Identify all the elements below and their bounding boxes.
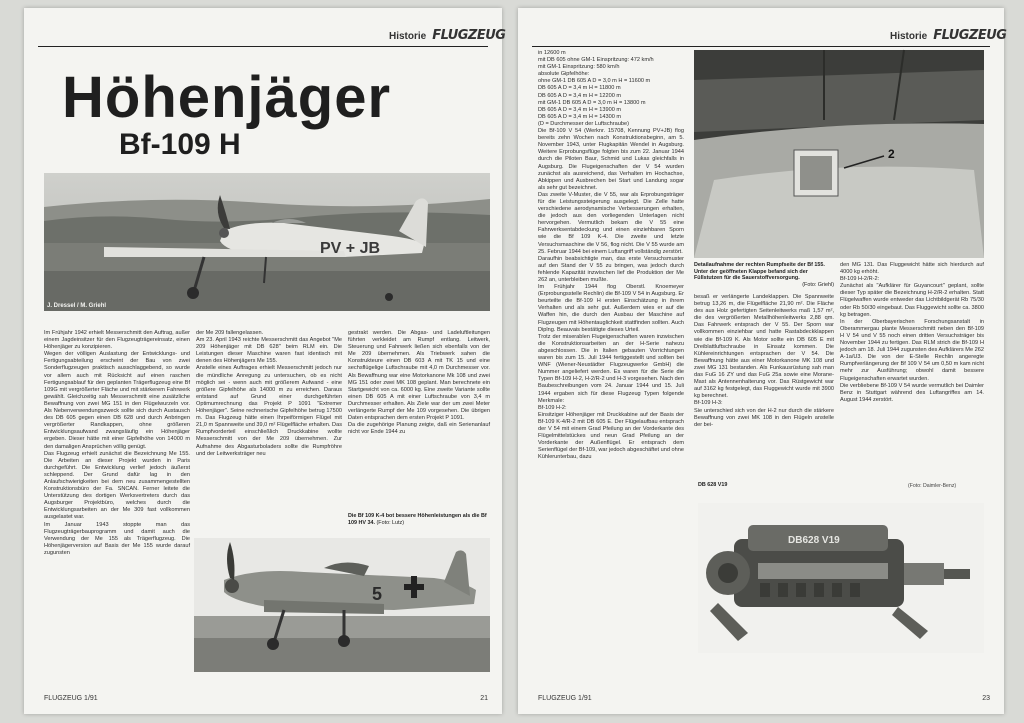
- engine-photo-credit: (Foto: Daimler-Benz): [908, 483, 957, 489]
- header-section: Historie: [389, 31, 427, 42]
- engine-label: DB628 V19: [788, 535, 840, 546]
- body-column-2: der Me 209 fallengelassen. Am 23. April 1943 reichte Messerschmitt das Angebot "Me 209 Höhenjäger mit DB 628" beim RLM ein. Die Leistungen dieser Maschine waren fast identisch mit denen des Höhenjägers Me 155. Anstelle eines Auftrages erhielt Messerschmitt jedoch nur die mündliche Anregung zu untersuchen, ob es nicht möglich sei - wenn auch mit größerem Aufwand - eine größere Gipfelhöhe als 14000 m zu erreichen. Daraus entstand auf Grund einer durchgeführten Optimumrechnung das Projekt P 1091 "Extremer Höhenjäger". Seine rechnerische Gipfelhöhe betrug 17500 m. Das Flugzeug hätte einen Ihrpeiförmigen Flügel mit 21,0 m Spannweite und 39,0 m² Flügelfläche erhalten. Das Rumpfvorderteil einschließlich Druckkabine wollte Messerschmitt von der Me 209 übernehmen. Zur Aufnahme des Abgasturboladers sollte die Rumpfröhre und der Leitwerksträger neu: [196, 330, 342, 457]
- hero-photo-bf109-v54: [44, 173, 490, 311]
- page-subtitle: Bf-109 H: [119, 128, 241, 161]
- body-column-3: den MG 131. Das Fluggewicht hätte sich hierdurch auf 4000 kg erhöht. Bf-109 H-2/R-2: Zunächst als "Aufklärer für Guyancourt" geplant, sollte dieser Typ später die Bezeichnung H-2/R-2 erhalten. Statt Flügelwaffen wurde entweder das Lichtbildgerät Rb 75/30 oder Rb 50/30 eingebaut. Das Fluggewicht sollte ca. 3800 kg betragen. In der Oberbayerischen Forschungsanstalt in Oberammergau plante Messerschmitt neben den Bf-109 H V 54 und V 55 noch einen dritten Versuchsträger bis November 1944 zu fertigen. Das RLM strich die Bf-109 H jedoch am 18. Juli 1944 zugunsten des Aufklärers Me 262 A-1a/U3. Die von der E-Stelle Rechlin angeregte Rumpfverlängerung der Bf 109 V 54 um 0,50 m kam nicht mehr zur Ausführung; obwohl damit bessere Flugeigenschaften erwartet wurden. Die verbliebene Bf-109 V 54 wurde vermutlich bei Daimler Benz in Stuttgart während des Luftangriffes am 14. August 1944 zerstört.: [840, 262, 984, 403]
- header: [890, 28, 1006, 43]
- page-number: 23: [982, 695, 990, 702]
- page-title: Höhenjäger: [62, 65, 392, 130]
- header: [389, 28, 505, 43]
- hero-photo-credit: J. Dressel / M. Griehl: [47, 303, 107, 309]
- header-brand-logo: FLUGZEUG: [933, 28, 1007, 43]
- photo-bf109-k4-graphic: [194, 538, 490, 672]
- header-rule: [532, 46, 990, 47]
- body-column-2: besaß er verlängerte Landeklappen. Die Spannweite betrug 13,26 m, die Flügelfläche 21,90 m². Die Fläche des aus Holz gefertigten Seitenleitwerks maß 1,57 m², die des vergrößerten Metallhöhenleitwerks 2,88 qm. Das Fahrwerk entsprach der V 55. Der Sporn war vollkommen einziehbar und hatte Rastabdeckklappen wie die Bf-109 K. Als Motor sollte ein DB 605 E mit Dreiblattluftschraube in Einsatz kommen. Die Kühlereinrichtungen entsprachen der V 54. Die Bewaffnung hätte aus einer Motorkanone MK 108 und zwei MG 131 bestanden. Als Funkausrüstung sah man das FuG 16 ZY und das FuG 25a sowie eine Morane-Mast als Antennenhalterung vor. Das Rüstgewicht war auf 3162 kg festgelegt, das Fluggewicht wurde mit 3900 kg berechnet. Bf-109 H-3: Sie unterschied sich von der H-2 nur durch die stärkere Bewaffnung von zwei MK 108 in den Flügeln anstelle der bei-: [694, 294, 834, 428]
- header-rule: [38, 46, 488, 47]
- footer-publication: FLUGZEUG 1/91: [538, 695, 592, 702]
- photo-db628-engine: [698, 503, 984, 653]
- left-page: [24, 8, 506, 714]
- photo-caption-credit: (Foto: Lutz): [376, 519, 405, 526]
- body-column-3: gestrakt werden. Die Abgas- und Ladeluftleitungen führten verkleidet am Rumpf entlang. Leitwerk, Steuerung und Fahrwerk ließen sich ebenfalls von der Me 209 übernehmen. Als Triebwerk sahen die Konstrukteure einen DB 603 A mit TK 15 und eine sechsflügelige Luftschraube mit 4,0 m Durchmesser vor. Als Bewaffnung war eine Motorkanone Mk 108 und zwei MG 151 oder zwei MK 108 geplant. Man berechnete ein Startgewicht von ca. 6000 kg. Eine zweite Variante sollte einen DB 605 A mit einer Luftschraube von 3,4 m Durchmesser erhalten. Als Ziele war der um zwei Meter verlängerte Rumpf der Me 109 vorgesehen. Die übrigen Daten entsprachen dem ersten Projekt P 1091. Da die zugehörige Planung zeigte, daß ein Serienanlauf nicht vor Ende 1944 zu: [348, 330, 490, 436]
- hero-photo-graphic: [44, 173, 490, 311]
- header-brand-logo: FLUGZEUG: [432, 28, 506, 43]
- header-section: Historie: [890, 31, 928, 42]
- detail-photo-caption: [694, 262, 834, 288]
- detail-photo-credit: (Foto: Griehl): [802, 281, 834, 288]
- page-number: 21: [480, 695, 488, 702]
- photo-bf109-k4: [194, 538, 490, 672]
- detail-photo-caption-text: Detailaufnahme der rechten Rumpfseite der Bf 155. Unter der geöffneten Klappe befand sich der Füllstutzen für die Sauerstoffversorgung.: [694, 262, 825, 282]
- photo-db628-engine-graphic: [698, 503, 984, 653]
- body-column-1: Im Frühjahr 1942 erhielt Messerschmitt den Auftrag, außer einem Jagdeinsitzer für den Flugzeugträgereinsatz, einen Höhenjäger zu konzipieren. Wegen der völligen Auslastung der Entwicklungs- und Fertigungsabteilung erscheint der Bau von zwei Sonderflugzeugen praktisch ausschlaggebend, so wurde vor allem auch mit Rücksicht auf einen raschen Fertigungsablauf für den geplanten Trägerflugzeug eine Bf 109G mit vergrößerter Fläche und mit stärkerem Fahrwerk gewählt. Gleichzeitig sah Messerschmitt eine zusätzliche Bewaffnung von zwei MG 151 in den Flügelwurzeln vor. Als Nebenverwendungszweck sollte sich durch Austausch des DB 605 gegen einen DB 628 und durch Anbringen vergrößerter Randkappen, ohne größeren Entwicklungsaufwand zwangsläufig ein Höhenjäger ergeben. Dieser hätte mit einer Gipfelhöhe von 14000 m den damaligen Ansprüchen völlig genügt. Das Flugzeug erhielt zunächst die Bezeichnung Me 155. Die Arbeiten an dieser Projekt wurden in Paris durchgeführt. Die Entwicklung verlief jedoch äußerst schleppend. Der Grund dafür lag in den Anlaufschwierigkeiten bei dem neu zusammengestellten Konstruktionsbüro der Fa. SNCAN. Ferner leitete die Unterstützung des dortigen Werksvertreters durch das Augsburger Projektbüro, welches durch die Entwicklungsarbeiten an der Me 309 fast vollkommen ausgelastet war. Im Januar 1943 stoppte man das Flugzeugträgerbauprogramm und damit auch die Verwendung der Me 155 als Trägerflugzeug. Die Höhenjägerversion auf Basis der Me 155 wurde darauf zugunsten: [44, 330, 190, 556]
- aircraft-marking: PV + JB: [320, 240, 381, 257]
- photo-caption-text: Die Bf 109 K-4 bot bessere Höhenleistungen als die Bf 109 HV 34.: [348, 513, 487, 526]
- footer-publication: FLUGZEUG 1/91: [44, 695, 98, 702]
- photo2-marking: 5: [372, 584, 383, 604]
- data-and-body-column-1: in 12600 m mit DB 605 ohne GM-1 Einspritzung: 472 km/h mit GM-1 Einspritzung: 580 km/h absolute Gipfelhöhe: ohne GM-1 DB 605 A D = 3,0 m H = 11600 m DB 605 A D = 3,4 m H = 11800 m DB 605 A D = 3,4 m H = 12200 m mit GM-1 DB 605 A D = 3,0 m H = 13800 m DB 605 A D = 3,4 m H = 13900 m DB 605 A D = 3,4 m H = 14300 m (D = Durchmesser der Luftschraube) Die Bf-109 V 54 (Werknr. 15708, Kennung PV+JB) flog bereits zehn Wochen nach Konstruktionsbeginn, am 5. November 1943, unter Flugkapitän Wendel in Augsburg. Weitere Erprobungsflüge folgten bis zum 22. Januar 1944 durch die Piloten Baur, Schmid und Lukas gleichfalls in Augsburg. Die Flugeigenschaften der V 54 wurden zunächst als ausreichend, das Verhalten im Hochachse, Abkippen und Ausbrechen bei Start und Landung sogar als sehr gut bezeichnet. Das zweite V-Muster, die V 55, war als Erprobungsträger für die Leistungssteigerung ausgelegt. Die Zelle hatte verschiedene aerodynamische Verbesserungen erhalten, die jedoch aus den vorliegenden Unterlagen nicht hervorgehen. Vermutlich bekam die V 55 eine Fahrwerksentabdeckung und einen einziehbaren Sporn wie die Bf 109 K-4. Die zweite und letzte Versuchsmaschine die V 56, flog nicht. Die V 55 wurde am 25. Februar 1944 bei einem Luftangriff vollständig zerstört. Daraufhin beabsichtigte man, das erste Versuchsmuster auf den Stand der V 55 zu bringen, was jedoch durch fehlende Kapazität inzwischen lief die Produktion der Me 262 an, unterbleiben mußte. Im Frühjahr 1944 flog Oberstl. Knoemeyer (Erprobungsstelle Rechlin) die Bf-109 V 54 in Augsburg. Er beurteilte die Bf-109 H ersten Einschätzung in ihrem Verhalten und als sehr gut. Außerdem wies er auf die Waffen hin, die durch den Ausbau der Maschine auf Flugzeugen mit Höhentauglichkeit stattfinden sollten. Auch Diplng. Beauvais bestätigte dieses Urteil. Trotz der miserablen Flugeigenschaften waren inzwischen die Konstruktionsarbeiten an der H-Serie nahezu abgeschlossen. Die in Italien gebauten Vorrichtungen waren bis zum 15. Juli 1944 fertiggestellt und sollten bei WNF (Wiener-Neustädter Flugzeugwerke GmbH) die Nummer angeliefert werden. Es waren für die Serie die Typen Bf-109 H-2, H-2/R-2 und H-3 vorgesehen. Nach den Baubeschreibungen vom 24. Januar 1944 und 15. Juli 1944 ergaben sich für diese Flugzeug Typen folgende Merkmale: Bf-109 H-2: Einsitziger Höhenjäger mit Druckkabine auf der Basis der Bf-109 K-4/R-2 mit DB 605 E. Der Flügelaufbau entsprach der V 54 mit einem Grad Pfeilung an der Vorderkante des Flügelmittelstückes und neun Grad Pfeilung an der Vorderkante der Außenflügel. Er entsprach dem Serienflügel der Bf-109, war jedoch abgeschäftet und ohne Kühlerunterbau, dazu: [538, 50, 684, 461]
- engine-caption: DB 628 V19: [698, 482, 728, 488]
- right-page: [518, 8, 1007, 714]
- photo-caption: [348, 513, 490, 526]
- detail-photo-label: 2: [888, 147, 895, 161]
- photo-fuselage-detail: [694, 50, 984, 258]
- photo-fuselage-detail-graphic: [694, 50, 984, 258]
